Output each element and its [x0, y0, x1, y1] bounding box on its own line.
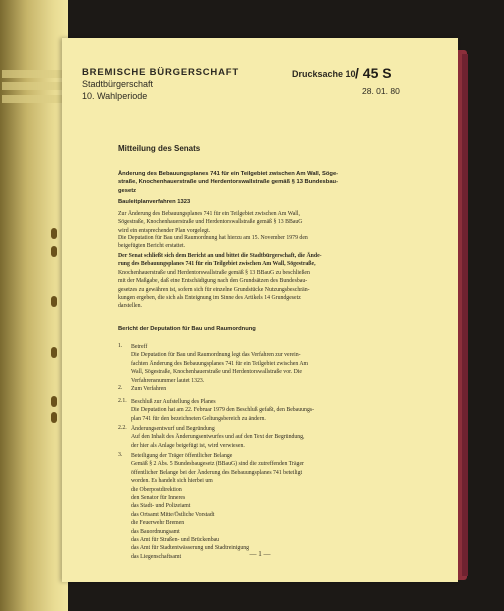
- text-line: Zur Änderung des Bebauungsplanes 741 für ein Teilgebiet zwischen Am Wall,: [118, 211, 300, 217]
- text-line: Sögestraße, Knochenhauerstraße und Herdentorswallstraße gemäß § 13 BBauG: [118, 219, 303, 226]
- text-line: beigefügten Bericht erstattet.: [118, 243, 186, 250]
- section-title: Beschluß zur Aufstellung des Planes: [131, 399, 216, 405]
- page-number: — 1 —: [249, 550, 271, 558]
- text-line: kungen ergeben, die sich als Enteignung im Sinne des Artikels 14 Grundgesetz: [118, 295, 301, 302]
- text-line: rung des Bebauungsplanes 741 für ein Teilgebiet zwischen Am Wall, Sögestraße,: [118, 261, 316, 268]
- section-number: 1.: [118, 343, 123, 349]
- section-title: Zum Verfahren: [131, 386, 167, 392]
- punch-hole: [51, 412, 57, 423]
- list-item: das Liegenschaftsamt: [131, 553, 182, 560]
- text-line: Wall, Sögestraße, Knochenhauerstraße und Herdentorswallstraße vor. Die: [131, 369, 302, 376]
- legislative-period: 10. Wahlperiode: [82, 91, 148, 101]
- text-line: wird ein entsprechender Plan vorgelegt.: [118, 227, 211, 234]
- document-title: Mitteilung des Senats: [118, 144, 201, 153]
- section-betreff: [131, 343, 423, 385]
- text-line: Verfahrensnummer lautet 1323.: [131, 377, 205, 384]
- binder-cover-spine: [462, 54, 468, 576]
- section-number: 2.2.: [118, 425, 127, 431]
- show-through-text: [2, 82, 62, 90]
- list-item: das Ortsamt Mitte/Östliche Vorstadt: [131, 511, 215, 518]
- list-item: die Oberpostdirektion: [131, 486, 182, 493]
- punch-hole: [51, 246, 57, 257]
- punch-hole: [51, 228, 57, 239]
- paragraph-2: [118, 234, 423, 251]
- list-item: die Feuerwehr Bremen: [131, 520, 185, 527]
- org-sub: Stadtbürgerschaft: [82, 79, 154, 89]
- text-line: mit der Maßgabe, daß eine Entschädigung nach den Grundsätzen des Bundesbau-: [118, 278, 308, 285]
- text-line: Die Deputation für Bau und Raumordnung legt das Verfahren zur verein-: [131, 352, 301, 359]
- section-beteiligung: [131, 452, 423, 561]
- show-through-text: [2, 95, 62, 103]
- paragraph-3: [118, 252, 423, 311]
- subject-block: [118, 170, 423, 195]
- section-number: 3.: [118, 452, 123, 458]
- document-page: [62, 38, 458, 582]
- org-name: BREMISCHE BÜRGERSCHAFT: [82, 67, 239, 78]
- text-line: der hier als Anlage beigefügt ist, wird verwiesen.: [131, 442, 245, 449]
- section-entwurf: [131, 425, 423, 450]
- punch-hole: [51, 347, 57, 358]
- section-title: Betreff: [131, 344, 148, 350]
- text-line: öffentlicher Belange bei der Änderung des Bebauungsplanes 741 beteiligt: [131, 469, 303, 476]
- drucksache-number: / 45 S: [355, 65, 392, 81]
- paragraph-1: [118, 210, 423, 235]
- section-verfahren: [131, 385, 423, 393]
- section-number: 2.: [118, 385, 123, 391]
- text-line: Die Deputation für Bau und Raumordnung hat hierzu am 15. November 1979 den: [118, 235, 308, 241]
- text-line: worden. Es handelt sich hierbei um: [131, 478, 213, 485]
- text-line: Knochenhauerstraße und Herdentorswallstraße gemäß § 13 BBauG zu beschließen: [118, 269, 310, 276]
- text-line: Der Senat schließt sich dem Bericht an und bittet die Stadtbürgerschaft, die Ände-: [118, 253, 322, 259]
- show-through-text: [2, 70, 62, 78]
- section-title: Beteiligung der Träger öffentlicher Belange: [131, 453, 233, 459]
- subject-line: Änderung des Bebauungsplanes 741 für ein Teilgebiet zwischen Am Wall, Söge-: [118, 171, 339, 177]
- list-item: den Senator für Inneres: [131, 495, 186, 502]
- text-line: Auf den Inhalt des Änderungsentwurfes und auf den Text der Begründung,: [131, 434, 305, 441]
- text-line: Gemäß § 2 Abs. 5 Bundesbaugesetz (BBauG) sind die zutreffenden Träger: [131, 461, 304, 468]
- section-number: 2.1.: [118, 398, 127, 404]
- binding-strip: [0, 0, 68, 611]
- list-item: das Bauordnungsamt: [131, 528, 180, 535]
- section-beschluss: [131, 398, 423, 423]
- procedure-number: Bauleitplanverfahren 1323: [118, 199, 191, 205]
- punch-hole: [51, 396, 57, 407]
- text-line: fachten Änderung des Bebauungsplanes 741 für ein Teilgebiet zwischen Am: [131, 360, 309, 367]
- list-item: das Amt für Stadtentwässerung und Stadtreinigung: [131, 545, 250, 552]
- section-title: Änderungsentwurf und Begründung: [131, 426, 215, 432]
- text-line: plan 741 für den bezeichneten Geltungsbereich zu ändern.: [131, 415, 266, 422]
- list-item: das Stadt- und Polizeiamt: [131, 503, 191, 510]
- subject-line: gesetz: [118, 187, 137, 194]
- document-date: 28. 01. 80: [362, 86, 400, 96]
- text-line: gesetzes zu gewähren ist, sofern sich für einzelne Grundstücke Nutzungsbeschrän-: [118, 286, 310, 293]
- list-item: das Amt für Straßen- und Brückenbau: [131, 537, 220, 544]
- text-line: Die Deputation hat am 22. Februar 1979 den Beschluß gefaßt, den Bebauungs-: [131, 407, 315, 414]
- subject-line: straße, Knochenhauerstraße und Herdentorswallstraße gemäß § 13 Bundesbau-: [118, 179, 339, 186]
- text-line: darstellen.: [118, 303, 142, 310]
- drucksache-label: Drucksache 10: [292, 69, 356, 79]
- report-title: Bericht der Deputation für Bau und Raumordnung: [118, 326, 256, 332]
- punch-hole: [51, 296, 57, 307]
